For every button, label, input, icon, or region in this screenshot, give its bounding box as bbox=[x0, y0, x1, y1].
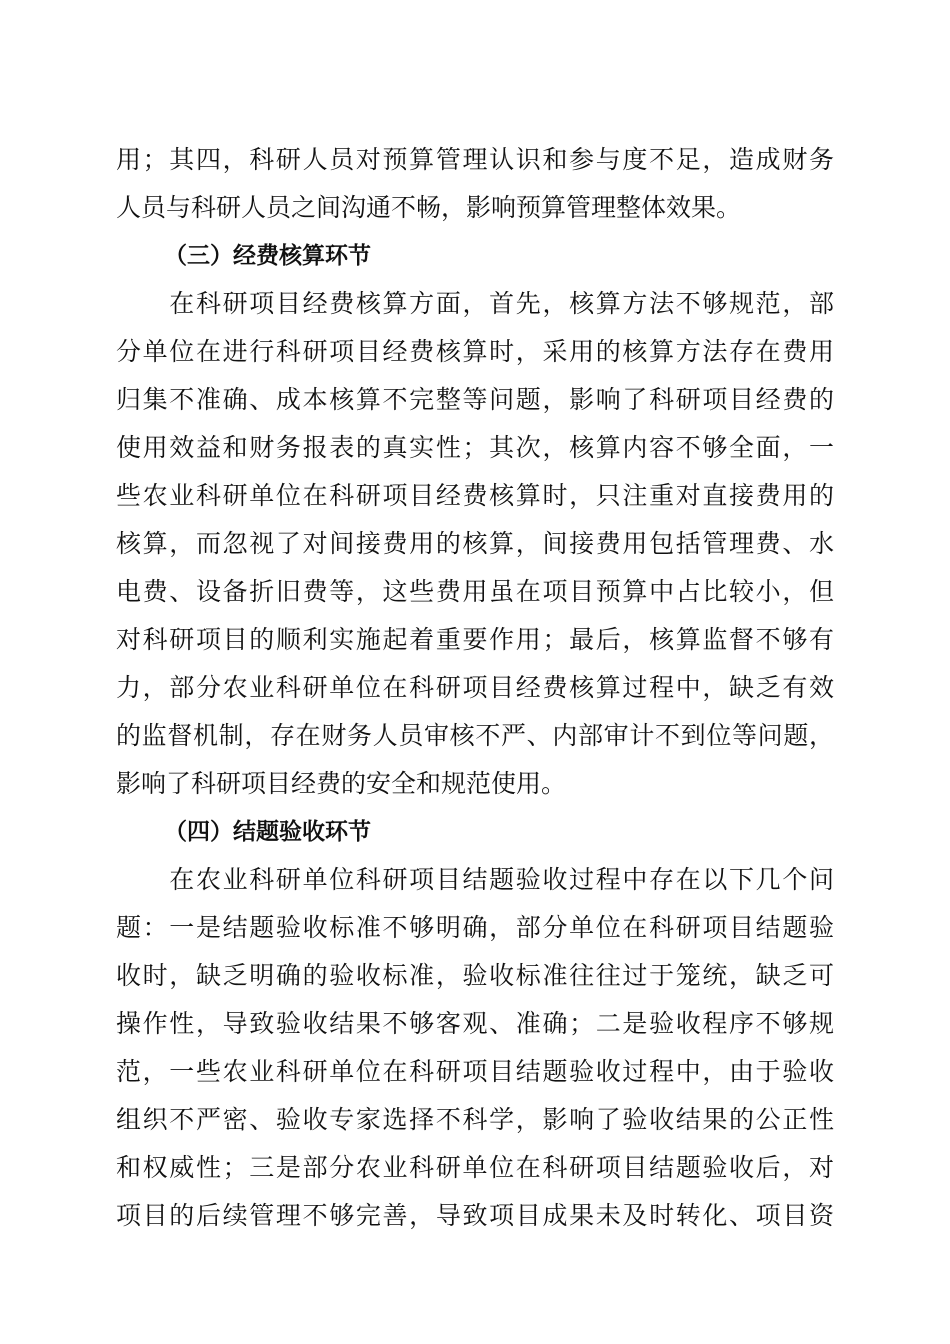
text-line: 项目的后续管理不够完善，导致项目成果未及时转化、项目资 bbox=[116, 1201, 834, 1230]
section-heading: （四）结题验收环节 bbox=[164, 819, 371, 845]
text-line: 在农业科研单位科研项目结题验收过程中存在以下几个问 bbox=[116, 865, 834, 894]
text-line: 题：一是结题验收标准不够明确，部分单位在科研项目结题验 bbox=[116, 913, 834, 942]
text-line: 分单位在进行科研项目经费核算时，采用的核算方法存在费用 bbox=[116, 337, 834, 366]
text-line: 核算，而忽视了对间接费用的核算，间接费用包括管理费、水 bbox=[116, 529, 834, 558]
text-line: 和权威性；三是部分农业科研单位在科研项目结题验收后，对 bbox=[116, 1153, 834, 1182]
text-line: 组织不严密、验收专家选择不科学，影响了验收结果的公正性 bbox=[116, 1105, 834, 1134]
text-line: 在科研项目经费核算方面，首先，核算方法不够规范，部 bbox=[116, 289, 834, 318]
text-line: 操作性，导致验收结果不够客观、准确；二是验收程序不够规 bbox=[116, 1009, 834, 1038]
text-line: 使用效益和财务报表的真实性；其次，核算内容不够全面，一 bbox=[116, 433, 834, 462]
text-line: 归集不准确、成本核算不完整等问题，影响了科研项目经费的 bbox=[116, 385, 834, 414]
text-line: 的监督机制，存在财务人员审核不严、内部审计不到位等问题， bbox=[116, 721, 834, 750]
text-line: 力，部分农业科研单位在科研项目经费核算过程中，缺乏有效 bbox=[116, 673, 834, 702]
text-line: 人员与科研人员之间沟通不畅，影响预算管理整体效果。 bbox=[116, 193, 742, 222]
section-heading: （三）经费核算环节 bbox=[164, 243, 371, 269]
text-line: 影响了科研项目经费的安全和规范使用。 bbox=[116, 769, 567, 798]
text-line: 对科研项目的顺利实施起着重要作用；最后，核算监督不够有 bbox=[116, 625, 834, 654]
text-line: 收时，缺乏明确的验收标准，验收标准往往过于笼统，缺乏可 bbox=[116, 961, 834, 990]
text-line: 些农业科研单位在科研项目经费核算时，只注重对直接费用的 bbox=[116, 481, 834, 510]
text-line: 电费、设备折旧费等，这些费用虽在项目预算中占比较小，但 bbox=[116, 577, 834, 606]
text-line: 范，一些农业科研单位在科研项目结题验收过程中，由于验收 bbox=[116, 1057, 834, 1086]
text-line: 用；其四，科研人员对预算管理认识和参与度不足，造成财务 bbox=[116, 145, 834, 174]
